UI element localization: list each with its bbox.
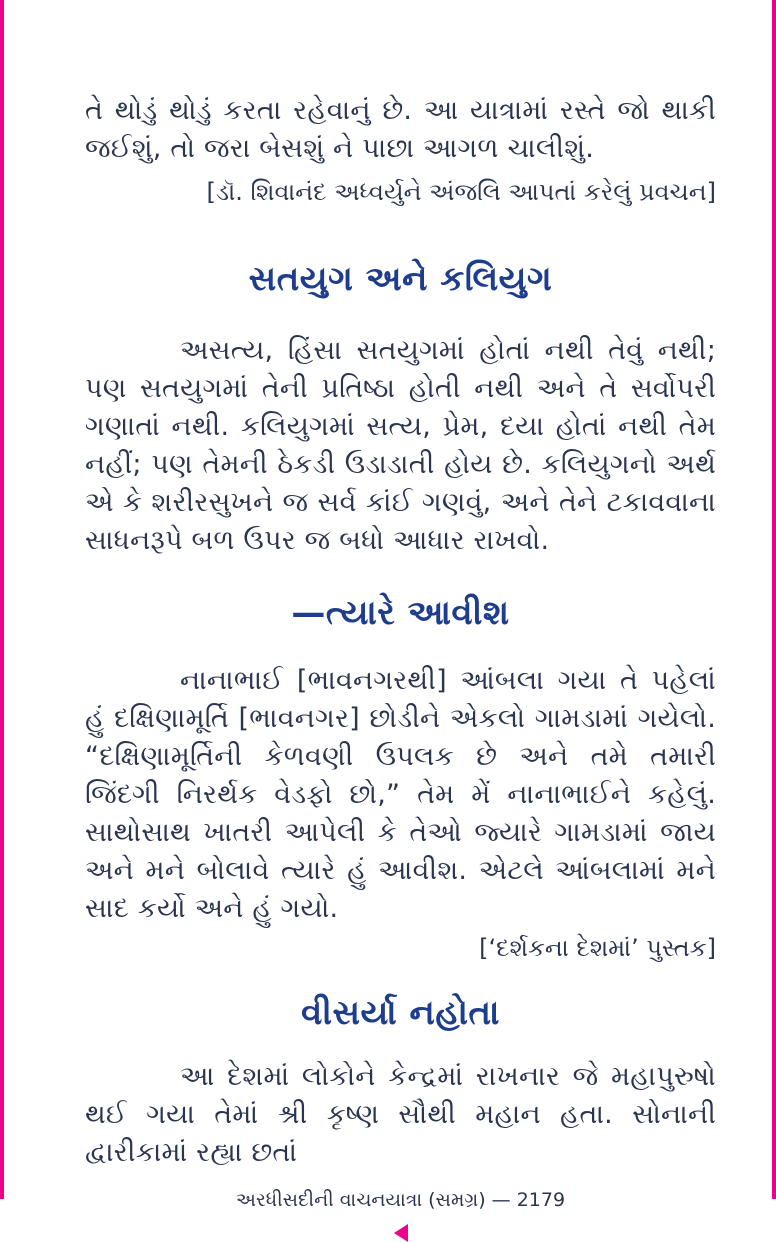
- section-heading-tyare-avish: —ત્યારે આવીશ: [291, 593, 510, 633]
- continuation-paragraph: તે થોડું થોડું કરતા રહેવાનું છે. આ યાત્રામાં રસ્તે જો થાકી જઈશું, તો જરા બેસશું ને પાછા આગળ ચાલીશું.: [85, 95, 716, 164]
- previous-page-icon[interactable]: [394, 1224, 408, 1242]
- visarya-nahota-paragraph: આ દેશમાં લોકોને કેન્દ્રમાં રાખનાર જે મહાપુરુષો થઈ ગયા તેમાં શ્રી કૃષ્ણ સૌથી મહાન હતા. સોનાની દ્વારીકામાં રહ્યા છતાં: [85, 1061, 716, 1168]
- section-heading-visarya-nahota: વીસર્યા નહોતા: [301, 993, 500, 1033]
- tyare-avish-paragraph: નાનાભાઈ [ભાવનગરથી] આંબલા ગયા તે પહેલાં હું દક્ષિણામૂર્તિ [ભાવનગર] છોડીને એકલો ગામડામાં ગયેલો. “દક્ષિણામૂર્તિની કેળવણી ઉપલક છે અને તમે તમારી જિંદગી નિરર્થક વેડફો છો,” તેમ મેં નાનાભાઈને કહેલું. સાથોસાથ ખાતરી આપેલી કે તેઓ જ્યારે ગામડામાં જાય અને મને બોલાવે ત્યારે હું આવીશ. એટલે આંબલામાં મને સાદ કર્યો અને હું ગયો.: [85, 665, 716, 924]
- speech-attribution: [ડૉ. શિવાનંદ અધ્વર્યુને અંજલિ આપતાં કરેલું પ્રવચન]: [206, 178, 716, 206]
- section-heading-satyug-ane-kaliyug: સતયુગ અને કલિયુગ: [248, 259, 553, 299]
- footer-book-title-page-number: અરધીસદીની વાચનયાત્રા (સમગ્ર) — 2179: [235, 1189, 566, 1211]
- navigation-row: [85, 1224, 716, 1242]
- book-source-attribution: [‘દર્શકના દેશમાં’ પુસ્તક]: [479, 934, 716, 962]
- satyug-paragraph: અસત્ય, હિંસા સતયુગમાં હોતાં નથી તેવું નથી; પણ સતયુગમાં તેની પ્રતિષ્ઠા હોતી નથી અને તે સર્વોપરી ગણાતાં નથી. કલિયુગમાં સત્ય, પ્રેમ, દયા હોતાં નથી તેમ નહીં; પણ તેમની ઠેકડી ઉડાડાતી હોય છે. કલિયુગનો અર્થ એ કે શરીરસુખને જ સર્વ કાંઈ ગણવું, અને તેને ટકાવવાના સાધનરૂપે બળ ઉપર જ બધો આધાર રાખવો.: [85, 335, 716, 556]
